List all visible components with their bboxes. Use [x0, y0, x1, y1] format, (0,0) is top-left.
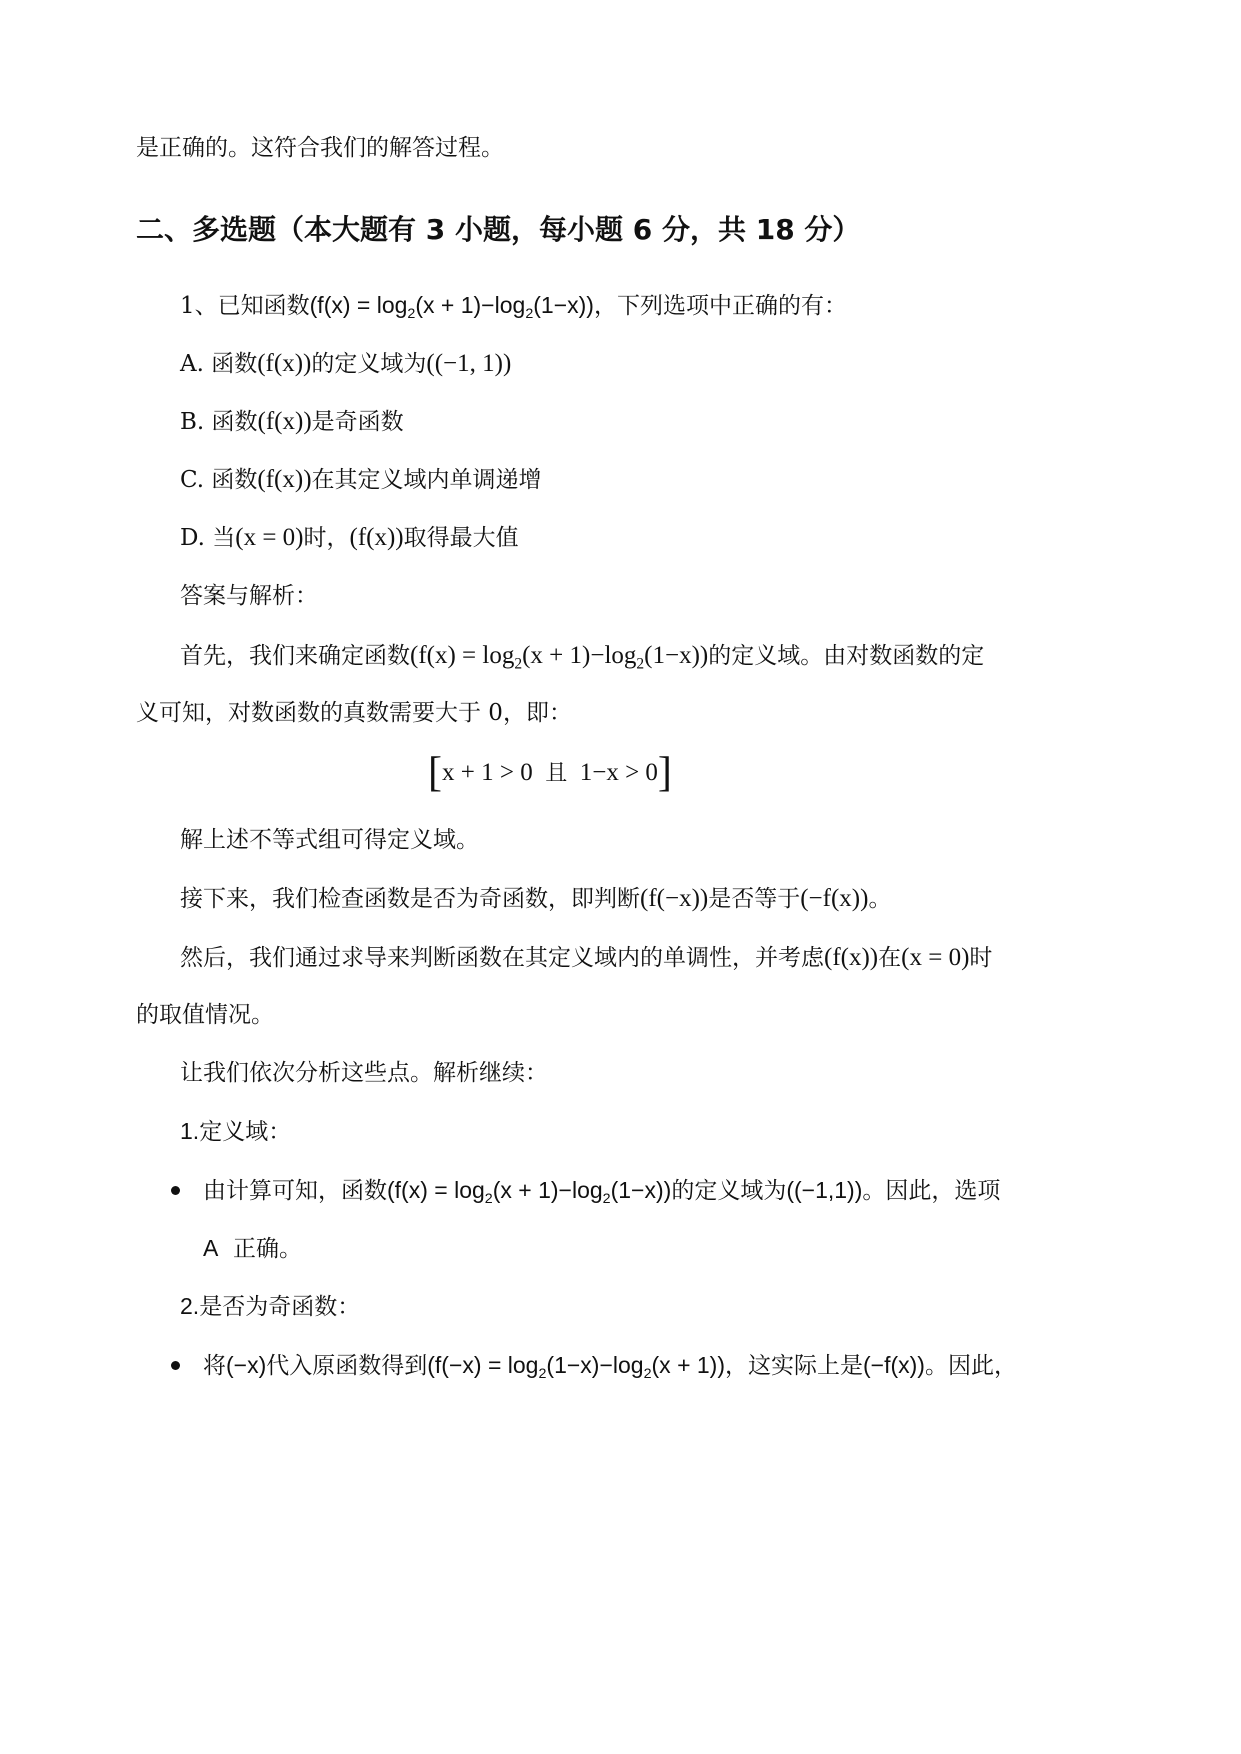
math-inline: (−f(x)): [800, 885, 869, 912]
paragraph-odd-check: [180, 884, 891, 914]
math-inline: (f(x)): [349, 524, 404, 551]
math-inline: (f(−x)): [640, 885, 709, 912]
text: 。因此，选项: [862, 1178, 1001, 1204]
text: 正确。: [232, 1236, 302, 1262]
text: 时: [969, 945, 993, 971]
math-inline: $(f(x) = \log_2(x + 1)-\log_2(1-x))$: [309, 292, 594, 322]
text: ，这实际上是: [725, 1353, 863, 1379]
text-line: 是正确的。这符合我们的解答过程。: [136, 135, 504, 161]
math-inline: ((−1, 1)): [426, 350, 512, 377]
text: 时，: [303, 525, 350, 551]
inequality-right: 1−x > 0: [579, 759, 658, 786]
math-inline: (f(x)): [824, 944, 879, 971]
paragraph-analysis: 让我们依次分析这些点。解析继续：: [180, 1060, 548, 1086]
inequality-left: x + 1 > 0: [442, 759, 533, 786]
paragraph-domain-line2: 义可知，对数函数的真数需要大于 0，即：: [136, 700, 572, 726]
option-label: B.: [180, 409, 205, 435]
option-label: C.: [180, 467, 205, 493]
text: 将: [203, 1353, 226, 1379]
text: 代入原函数得到: [266, 1353, 428, 1379]
subheading-domain: [180, 1116, 291, 1147]
text: 是否为奇函数：: [199, 1294, 361, 1320]
text: 。因此，: [924, 1353, 1017, 1379]
subheading-number: 1.: [180, 1118, 200, 1144]
text: 首先，我们来确定函数: [180, 643, 410, 669]
bracket-open: [: [428, 750, 442, 796]
math-inline: (−f(x)): [863, 1352, 925, 1378]
text: 接下来，我们检查函数是否为奇函数，即判断: [180, 886, 640, 912]
text: 由计算可知，函数: [203, 1178, 387, 1204]
bullet-domain-line1: [203, 1175, 1000, 1206]
math-inline: ((−1,1)): [786, 1177, 863, 1203]
paragraph-domain-line1: [180, 641, 984, 671]
text: 在其定义域内单调递增: [311, 467, 542, 493]
text: 定义域：: [199, 1119, 292, 1145]
display-formula: [428, 750, 672, 796]
paragraph-monotonic-line2: 的取值情况。: [136, 1002, 274, 1028]
math-inline: (x = 0): [235, 524, 304, 551]
text: 的定义域为: [671, 1178, 787, 1204]
math-inline: (−x): [226, 1352, 267, 1378]
subheading-number: 2.: [180, 1293, 200, 1319]
bullet-icon: [171, 1361, 180, 1370]
section-title: 二、多选题（本大题有 3 小题，每小题 6 分，共 18 分）: [136, 213, 861, 246]
option-d: [180, 523, 519, 553]
math-inline: $(f(x) = \log_2(x + 1)-\log_2(1-x))$: [387, 1177, 672, 1207]
math-inline: (f(x)): [257, 408, 312, 435]
option-b: [180, 407, 404, 437]
text: 1、已知函数: [180, 293, 310, 319]
answer-heading: 答案与解析：: [180, 583, 318, 609]
option-label: A.: [180, 351, 204, 377]
text: 然后，我们通过求导来判断函数在其定义域内的单调性，并考虑: [180, 945, 824, 971]
option-letter: A: [203, 1235, 219, 1261]
text: ，下列选项中正确的有：: [593, 293, 847, 319]
text: 函数: [211, 409, 258, 435]
paragraph-monotonic-line1: [180, 943, 992, 973]
question-1-stem: [180, 290, 847, 321]
option-a: [180, 349, 511, 379]
math-inline: $(f(-x) = \log_2(1-x)-\log_2(x + 1))$: [427, 1352, 725, 1382]
subheading-odd: [180, 1291, 360, 1322]
text: 的定义域。由对数函数的定: [708, 643, 985, 669]
text: 在: [878, 945, 902, 971]
text: 是否等于: [708, 886, 801, 912]
bullet-icon: [171, 1186, 180, 1195]
bullet-domain-line2: [203, 1233, 302, 1264]
text: 。: [868, 886, 892, 912]
math-inline: (f(x)): [257, 350, 312, 377]
option-label: D.: [180, 525, 205, 551]
paragraph-solve: 解上述不等式组可得定义域。: [180, 827, 479, 853]
text: 函数: [211, 351, 258, 377]
text: 取得最大值: [403, 525, 519, 551]
math-inline: (x = 0): [901, 944, 970, 971]
text: 是奇函数: [311, 409, 404, 435]
text: 函数: [211, 467, 258, 493]
conjunction: 且: [545, 761, 568, 786]
text: 当: [212, 525, 236, 551]
bracket-close: ]: [657, 750, 672, 796]
text: 的定义域为: [311, 351, 427, 377]
math-inline: $(f(x) = \log_2(x + 1)-\log_2(1-x))$: [410, 642, 709, 673]
option-c: [180, 465, 542, 495]
bullet-odd-line1: [203, 1350, 1017, 1381]
math-inline: (f(x)): [257, 466, 312, 493]
